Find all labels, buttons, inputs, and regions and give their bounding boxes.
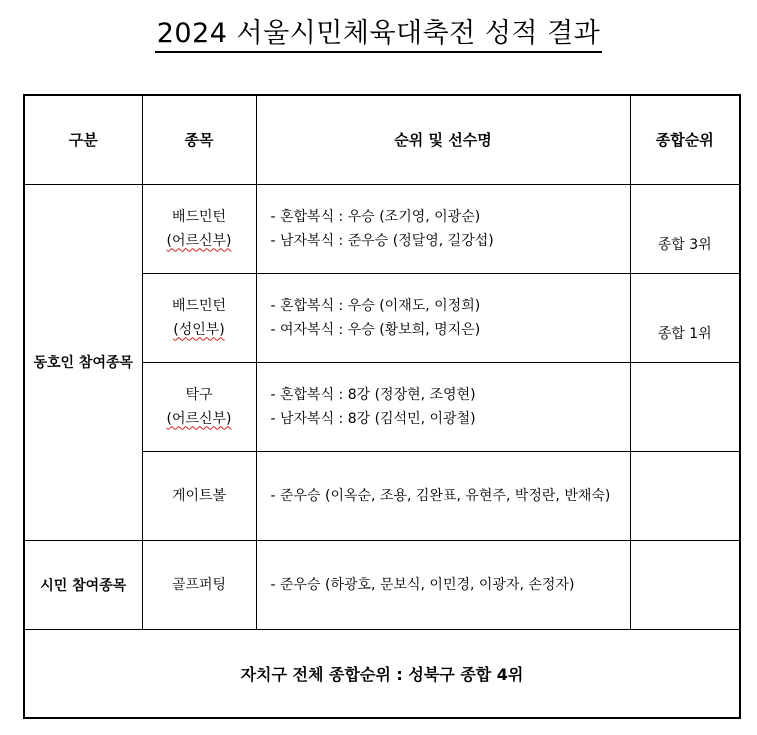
table-row [24,184,740,273]
event-name: 골프퍼팅 [171,576,227,593]
event-cell [142,540,256,629]
result-line: - 여자복식 : 우승 (황보희, 명지은) [270,321,481,338]
header-ranking: 순위 및 선수명 [256,95,630,184]
event-cell [142,362,256,451]
overall-total: 자치구 전체 종합순위 : 성북구 종합 4위 [24,629,740,718]
rank-cell [630,451,740,540]
event-division: (어르신부) [166,410,232,427]
rank-cell: 종합 1위 [630,273,740,362]
event-division: (어르신부) [166,232,232,249]
rank-cell: 종합 3위 [630,184,740,273]
result-line: - 준우승 (이옥순, 조용, 김완표, 유현주, 박정란, 반채숙) [270,487,611,504]
event-name: 배드민턴 [171,297,227,314]
total-row [24,629,740,718]
result-line: - 혼합복식 : 8강 (정장현, 조영현) [270,386,476,403]
rank-cell [630,362,740,451]
result-line: - 남자복식 : 8강 (김석민, 이광철) [270,410,476,427]
result-line: - 혼합복식 : 우승 (조기영, 이광순) [270,208,481,225]
event-name: 탁구 [185,386,213,403]
header-overall: 종합순위 [630,95,740,184]
event-name: 배드민턴 [171,208,227,225]
title-text: 2024 서울시민체육대축전 성적 결과 [155,17,603,53]
event-cell [142,273,256,362]
category-club: 동호인 참여종목 [24,184,142,540]
event-division: (성인부) [173,321,225,338]
result-line: - 남자복식 : 준우승 (정달영, 길강섭) [270,232,494,249]
header-category: 구분 [24,95,142,184]
event-name: 게이트볼 [171,487,227,504]
result-cell [256,540,630,629]
result-line: - 준우승 (하광호, 문보식, 이민경, 이광자, 손정자) [270,576,575,593]
rank-cell [630,540,740,629]
header-row [24,95,740,184]
result-line: - 혼합복식 : 우승 (이재도, 이정희) [270,297,481,314]
header-event: 종목 [142,95,256,184]
table-row [24,540,740,629]
result-cell [256,362,630,451]
event-cell [142,451,256,540]
event-cell [142,184,256,273]
result-cell [256,273,630,362]
category-citizen: 시민 참여종목 [24,540,142,629]
result-cell [256,451,630,540]
results-table [23,94,741,719]
document-title [0,14,757,54]
result-cell [256,184,630,273]
